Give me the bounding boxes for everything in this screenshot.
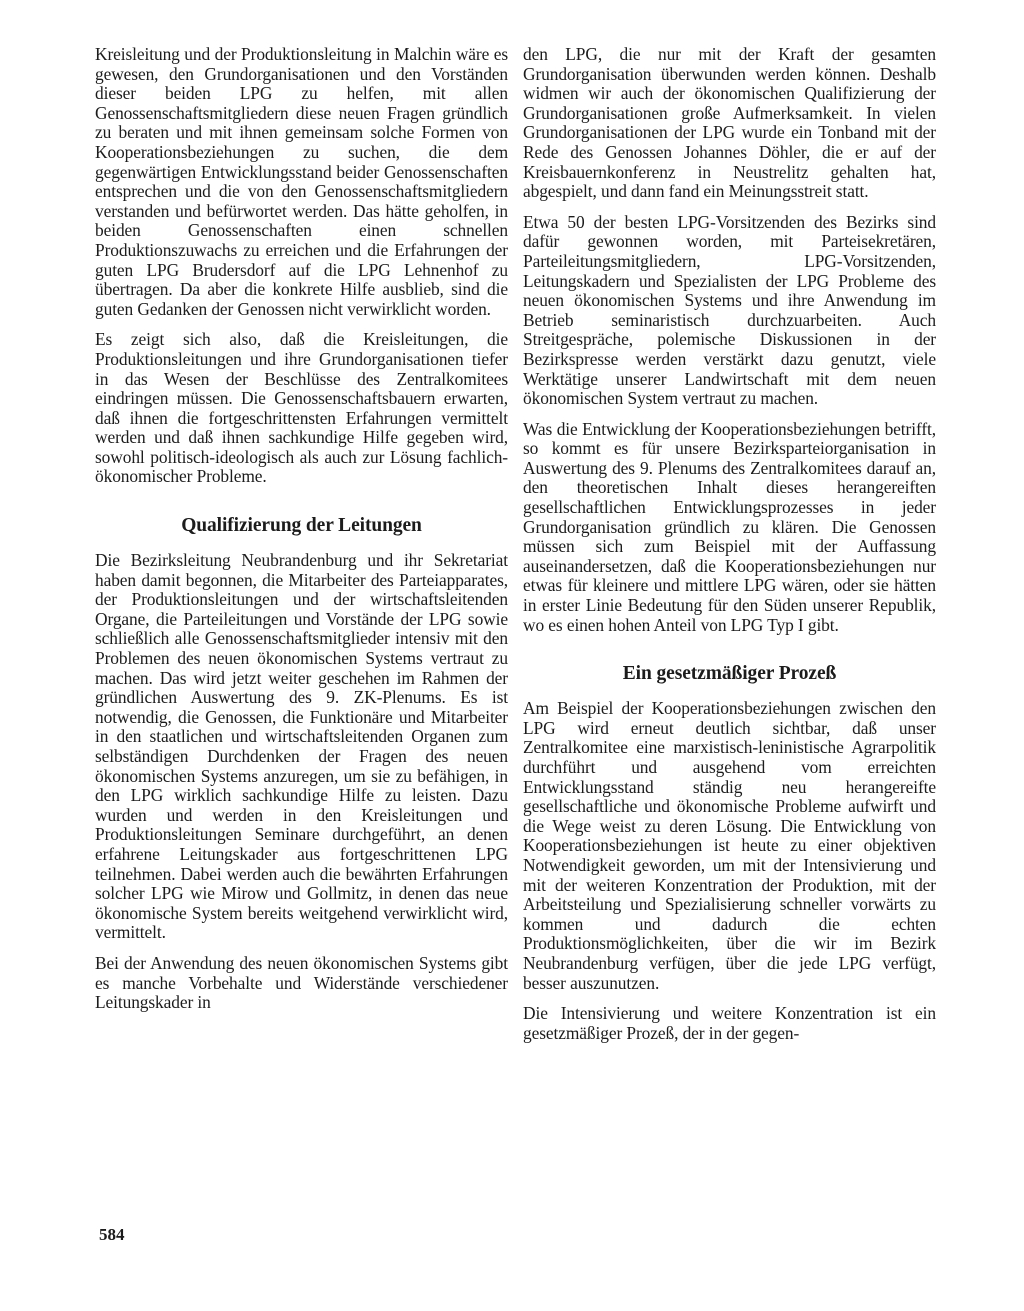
paragraph: Die Intensivierung und weitere Konzentration ist ein gesetzmäßiger Prozeß, der in der gegen- bbox=[523, 1003, 936, 1043]
paragraph: Bei der Anwendung des neuen ökonomischen Systems gibt es manche Vorbehalte und Widerstände verschiedener Leitungskader in bbox=[95, 952, 508, 1013]
left-column bbox=[95, 45, 508, 1024]
right-column bbox=[523, 45, 936, 1054]
paragraph: Kreisleitung und der Produktionsleitung in Malchin wäre es gewesen, den Grundorganisationen und den Vorständen dieser beiden LPG zu helfen, mit allen Genossenschaftsmitgliedern diese neuen Fragen gründlich zu beraten und mit ihnen gemeinsam solche Formen von Kooperationsbeziehungen zu suchen, die dem gegenwärtigen Entwicklungsstand beider Genossenschaften entsprechen und die von den Genossenschaftsmitgliedern verstanden und befürwortet werden. Das hätte geholfen, in beiden Genossenschaften einen schnellen Produktionszuwachs zu erreichen und die Erfahrungen der guten LPG Brudersdorf auf die LPG Lehnenhof zu übertragen. Da aber die konkrete Hilfe ausblieb, sind die guten Gedanken der Genossen nicht verwirklicht worden. bbox=[95, 44, 508, 319]
paragraph: Am Beispiel der Kooperationsbeziehungen zwischen den LPG wird erneut deutlich sichtbar, daß unser Zentralkomitee eine marxistisch-leninistische Agrarpolitik durchführt und ausgehend vom erreichten Entwicklungsstand ständig neu herangereifte gesellschaftliche und ökonomische Probleme aufwirft und die Wege weist zu deren Lösung. Die Entwicklung von Kooperationsbeziehungen ist heute zu einer objektiven Notwendigkeit geworden, um mit der Intensivierung und mit der weiteren Konzentration der Produktion, mit der Arbeitsteilung und Spezialisierung schneller vorwärts zu kommen und dadurch die echten Produktionsmöglichkeiten, über die wir im Bezirk Neubrandenburg verfügen, über die jede LPG verfügt, besser auszunutzen. bbox=[523, 698, 936, 993]
page-number: 584 bbox=[99, 1225, 125, 1244]
paragraph: Etwa 50 der besten LPG-Vorsitzenden des Bezirks sind dafür gewonnen worden, mit Parteisekretären, Parteileitungsmitgliedern, LPG-Vorsitzenden, Leitungskadern und Spezialisten der LPG Probleme des neuen ökonomischen Systems und ihre Anwendung im Betrieb seminaristisch durchzuarbeiten. Auch Streitgespräche, polemische Diskussionen in der Bezirkspresse werden verstärkt dazu genutzt, viele Werktätige unserer Landwirtschaft mit dem neuen ökonomischen System vertraut zu machen. bbox=[523, 211, 936, 409]
paragraph: Die Bezirksleitung Neubrandenburg und ihr Sekretariat haben damit begonnen, die Mitarbeiter des Parteiapparates, der Produktionsleitungen und der wirtschaftsleitenden Organe, die Parteileitungen und Vorstände der LPG sowie schließlich alle Genossenschaftsmitglieder intensiv mit den Problemen des neuen ökonomischen Systems vertraut zu machen. Das wird jetzt weiter geschehen im Rahmen der gründlichen Auswertung des 9. ZK-Plenums. Es ist notwendig, die Genossen, die Funktionäre und Mitarbeiter in den staatlichen und wirtschaftsleitenden Organen zum selbständigen Durchdenken der Fragen des neuen ökonomischen Systems anzuregen, um sie zu befähigen, in den LPG wirklich sachkundige Hilfe zu leisten. Dazu wurden und werden in den Kreisleitungen und Produktionsleitungen Seminare durchgeführt, an denen erfahrene Leitungskader aus fortgeschrittenen LPG teilnehmen. Dabei werden auch die bewährten Erfahrungen solcher LPG wie Mirow und Gollmitz, in denen das neue ökonomische System bereits weitgehend verwirklicht wird, vermittelt. bbox=[95, 550, 508, 943]
paragraph: Was die Entwicklung der Kooperationsbeziehungen betrifft, so kommt es für unsere Bezirksparteiorganisation in Auswertung des 9. Plenums des Zentralkomitees darauf an, den theoretischen Inhalt dieses herangereiften gesellschaftlichen Entwicklungsprozesses in jeder Grundorganisation gründlich zu klären. Die Genossen müssen sich zum Beispiel mit der Auffassung auseinandersetzen, daß die Kooperationsbeziehungen nur etwas für kleinere und mittlere LPG wären, oder sie hätten in erster Linie Bedeutung für den Süden unserer Republik, wo es einen hohen Anteil von LPG Typ I gibt. bbox=[523, 418, 936, 635]
paragraph: Es zeigt sich also, daß die Kreisleitungen, die Produktionsleitungen und ihre Grundorganisationen tiefer in das Wesen der Beschlüsse des Zentralkomitees eindringen müssen. Die Genossenschaftsbauern erwarten, daß ihnen die fortgeschrittensten Erfahrungen vermittelt werden und daß ihnen sachkundige Hilfe gegeben wird, sowohl politisch-ideologisch als auch zur Lösung fachlich-ökonomischer Probleme. bbox=[95, 329, 508, 487]
section-heading: Qualifizierung der Leitungen bbox=[181, 515, 422, 537]
paragraph: den LPG, die nur mit der Kraft der gesamten Grundorganisation überwunden werden können. Deshalb widmen wir auch der ökonomischen Qualifizierung der Grundorganisationen große Aufmerksamkeit. In vielen Grundorganisationen der LPG wurde ein Tonband mit der Rede des Genossen Johannes Döhler, die er auf der Kreisbauernkonferenz in Neustrelitz gehalten hat, abgespielt, und dann fand ein Meinungsstreit statt. bbox=[523, 44, 936, 202]
section-heading: Ein gesetzmäßiger Prozeß bbox=[622, 663, 837, 685]
